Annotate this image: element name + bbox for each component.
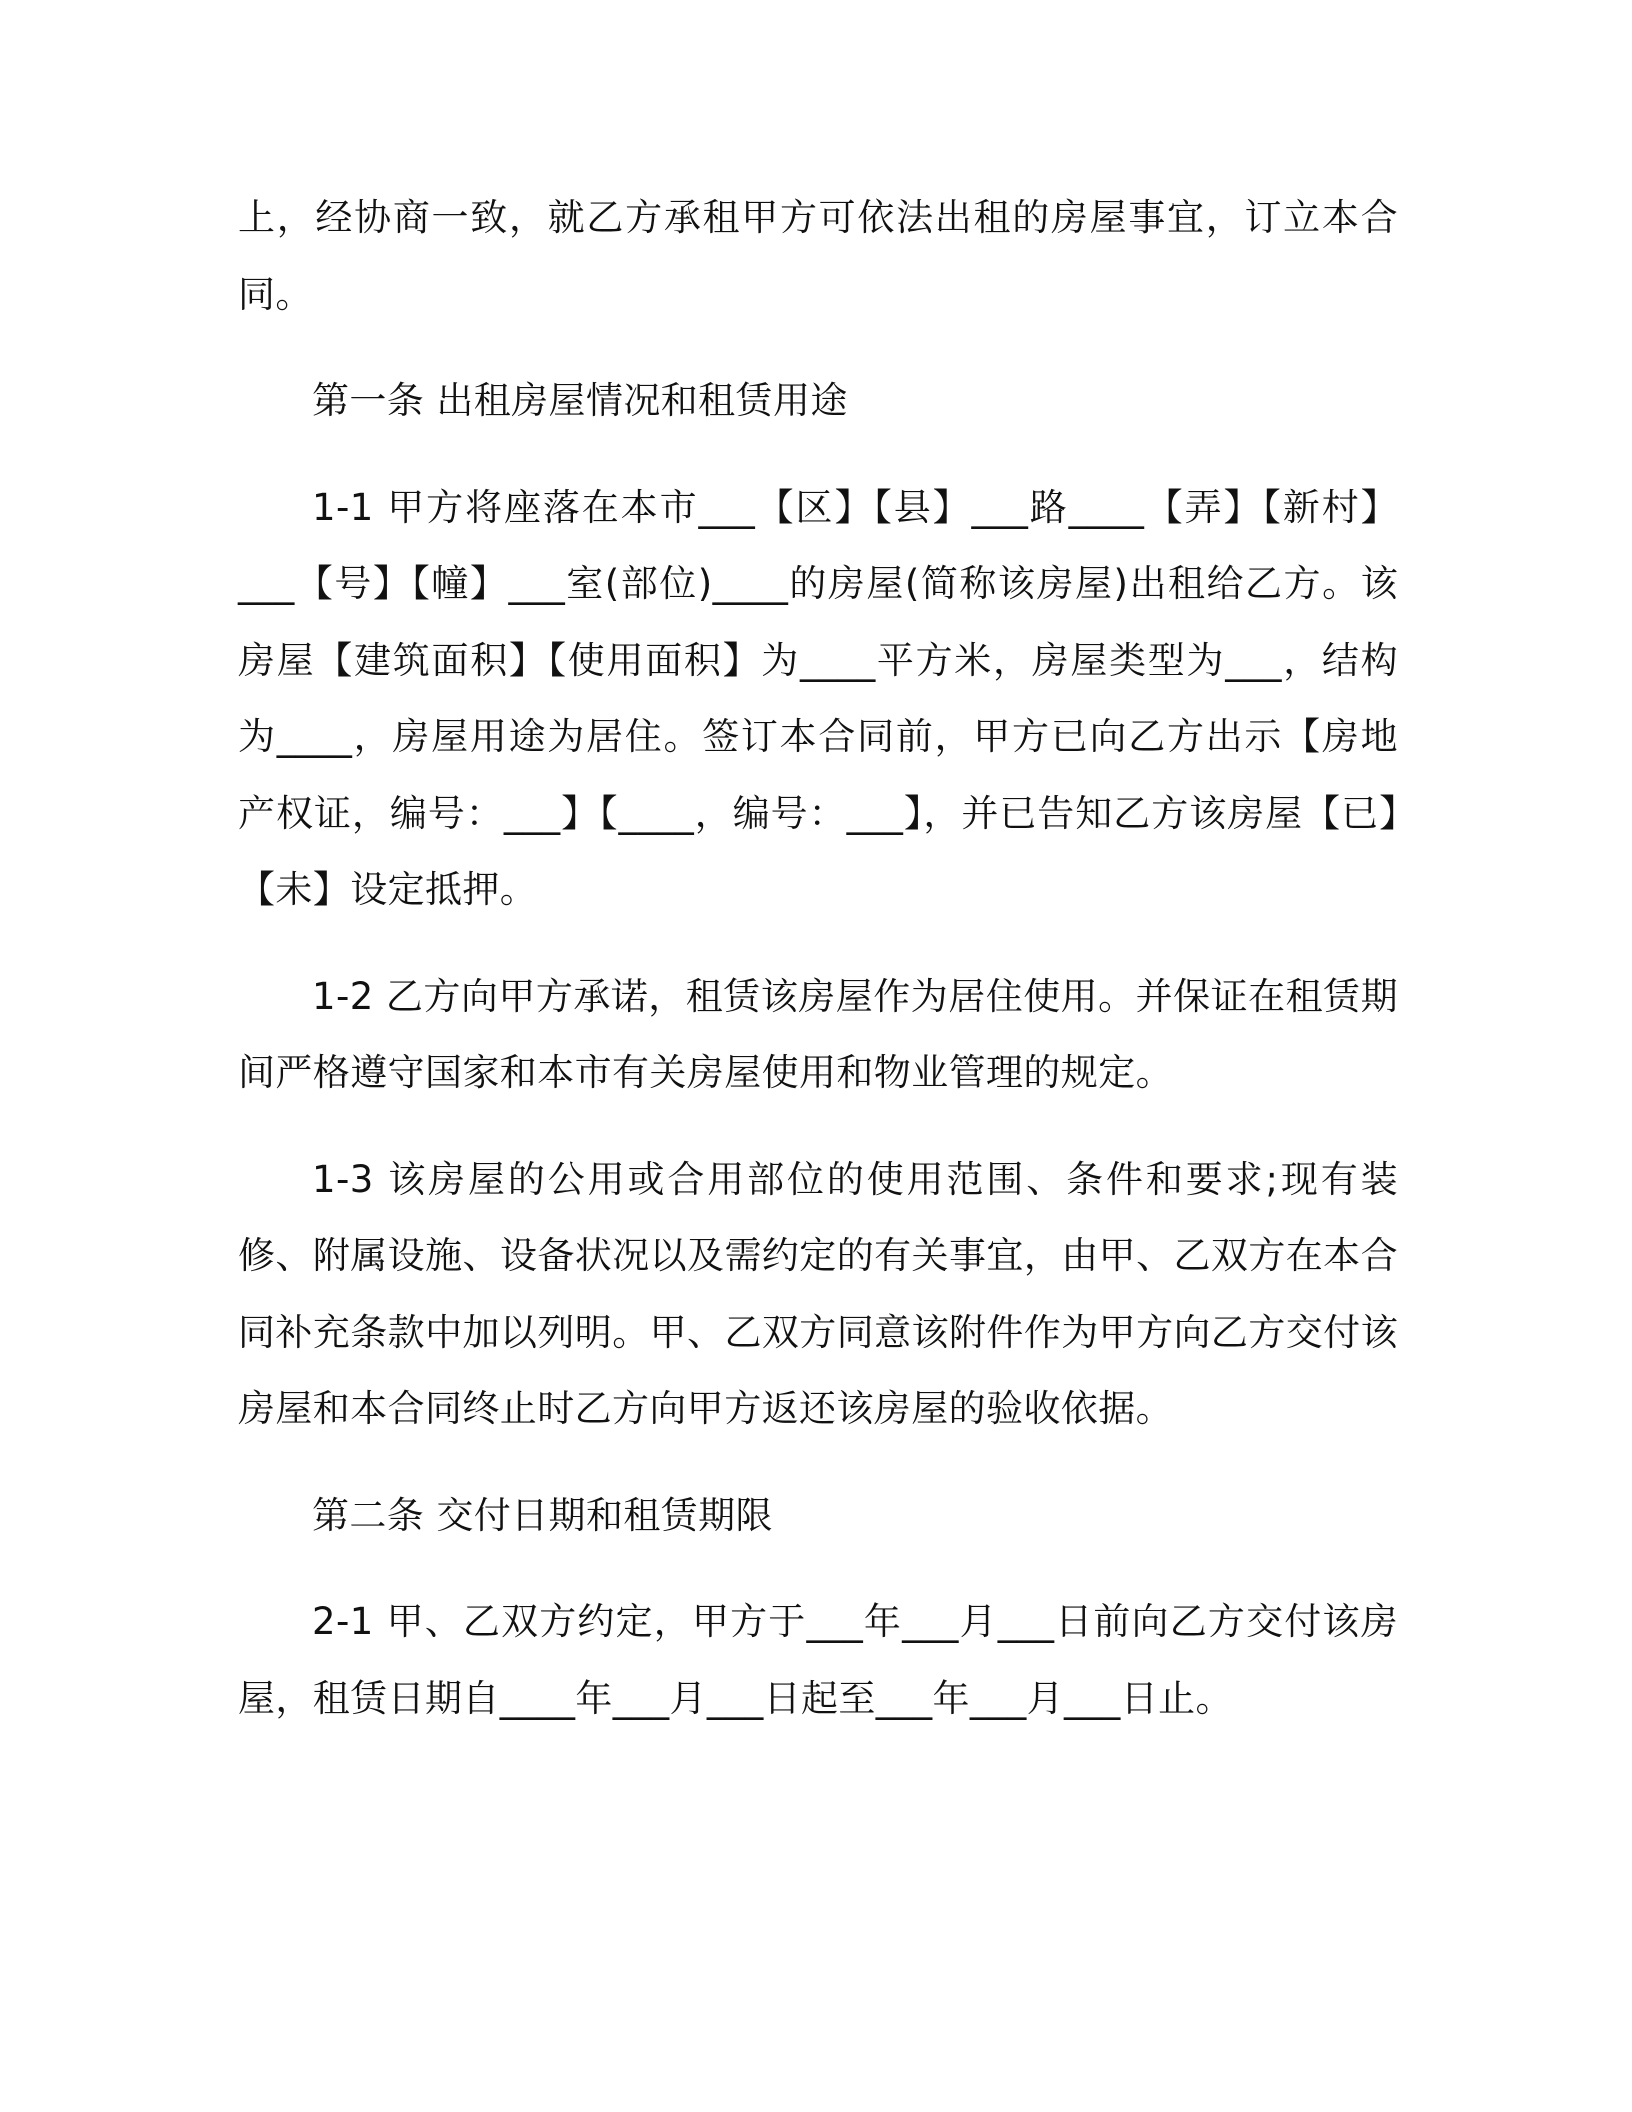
paragraph-clause-1-2: 1-2 乙方向甲方承诺，租赁该房屋作为居住使用。并保证在租赁期间严格遵守国家和本市有关房屋使用和物业管理的规定。: [238, 974, 1398, 1094]
section-heading-article-1: 第一条 出租房屋情况和租赁用途: [312, 379, 848, 422]
paragraph-intro-continuation: 上，经协商一致，就乙方承租甲方可依法出租的房屋事宜，订立本合同。: [238, 196, 1398, 316]
section-heading-article-2: 第二条 交付日期和租赁期限: [312, 1493, 773, 1537]
paragraph-clause-1-1: 1-1 甲方将座落在本市___【区】【县】___路____【弄】【新村】___【号】【幢】___室(部位)____的房屋(简称该房屋)出租给乙方。该房屋【建筑面积】【使用面积】为____平方米，房屋类型为___，结构为____，房屋用途为居住。签订本合同前，甲方已向乙方出示【房地产权证，编号：___】【____，编号：___】，并已告知乙方该房屋【已】【未】设定抵押。: [238, 485, 1398, 911]
paragraph-clause-1-3: 1-3 该房屋的公用或合用部位的使用范围、条件和要求;现有装修、附属设施、设备状况以及需约定的有关事宜，由甲、乙双方在本合同补充条款中加以列明。甲、乙双方同意该附件作为甲方向乙方交付该房屋和本合同终止时乙方向甲方返还该房屋的验收依据。: [238, 1157, 1398, 1430]
paragraph-clause-2-1: 2-1 甲、乙双方约定，甲方于___年___月___日前向乙方交付该房屋，租赁日期自____年___月___日起至___年___月___日止。: [238, 1600, 1398, 1720]
document-body: [238, 180, 1398, 1767]
